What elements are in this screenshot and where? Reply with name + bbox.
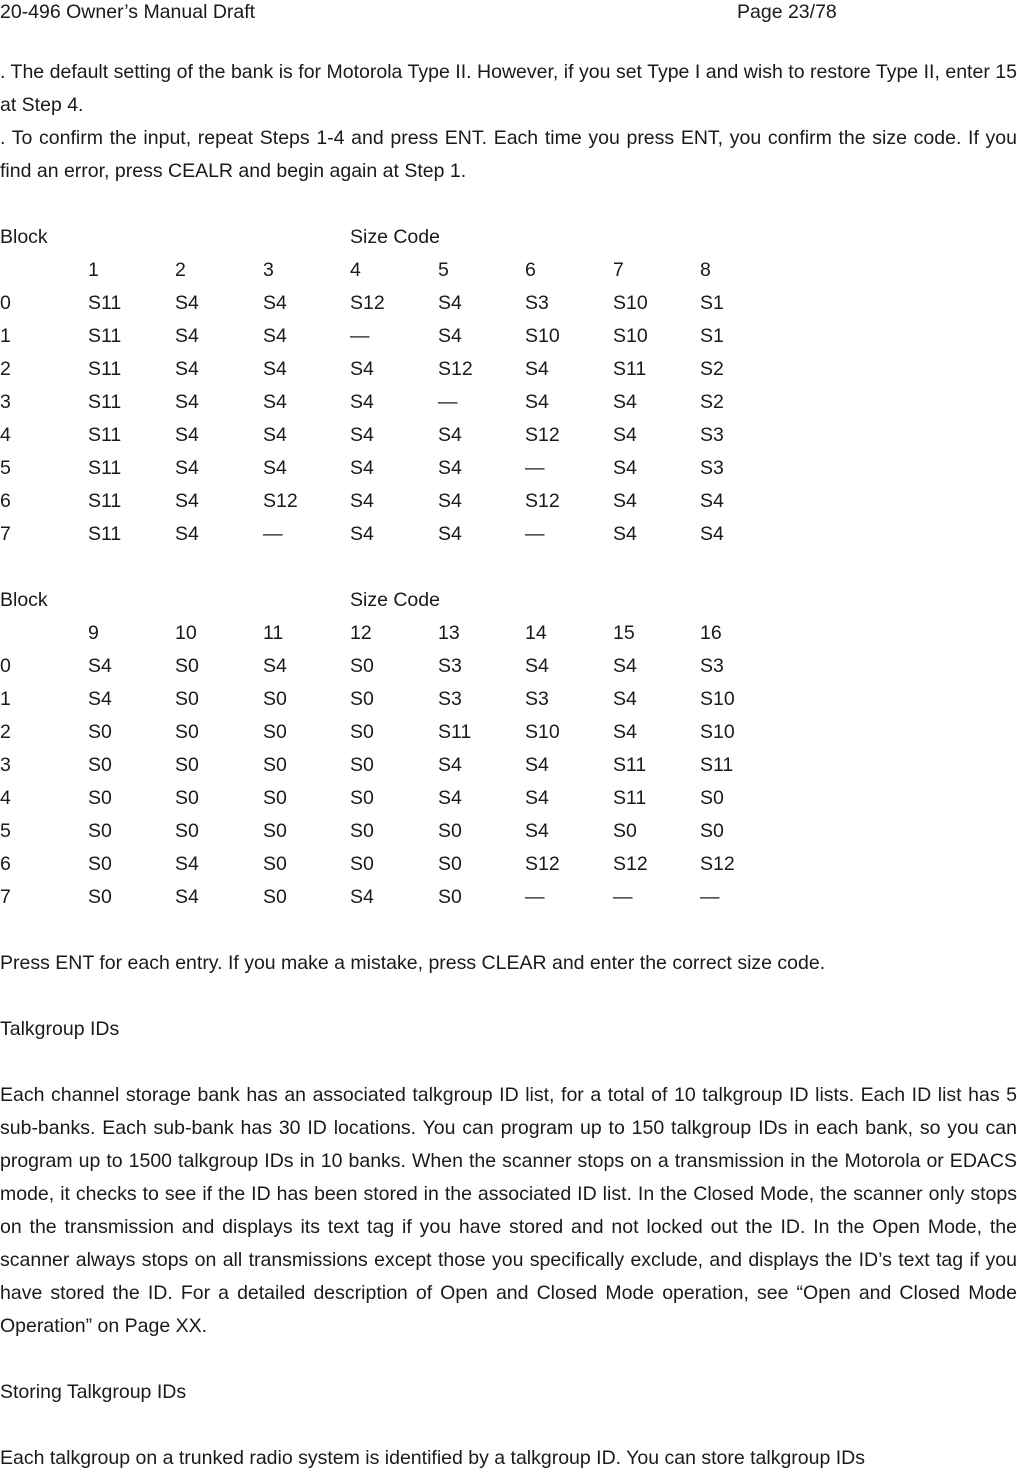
size-code-cell: — [525, 457, 545, 479]
size-code-cell: S4 [350, 424, 374, 446]
size-code-cell: S4 [700, 490, 724, 512]
page-number: Page 23/78 [737, 1, 837, 23]
size-code-cell: S2 [700, 358, 724, 380]
size-code-cell: S4 [175, 292, 199, 314]
size-code-cell: S12 [525, 424, 560, 446]
size-code-cell: S12 [613, 853, 648, 875]
size-code-cell: S4 [613, 490, 637, 512]
size-code-cell: S4 [175, 490, 199, 512]
size-code-cell: S11 [613, 358, 647, 380]
size-code-cell: S10 [700, 721, 735, 743]
size-code-cell: S11 [438, 721, 472, 743]
size-code-cell: S4 [438, 523, 462, 545]
table-row [0, 683, 1017, 716]
size-code-cell: S0 [438, 886, 462, 908]
block-number: 0 [0, 292, 11, 314]
size-code-cell: S4 [350, 358, 374, 380]
size-code-cell: S4 [613, 523, 637, 545]
size-code-cell: S4 [175, 358, 199, 380]
size-code-cell: S4 [175, 886, 199, 908]
block-number: 3 [0, 754, 11, 776]
size-code-cell: S4 [175, 325, 199, 347]
size-code-cell: — [263, 523, 283, 545]
size-code-cell: S4 [175, 457, 199, 479]
table-row [0, 485, 1017, 518]
size-code-cell: S3 [700, 424, 724, 446]
size-code-cell: — [438, 391, 458, 413]
size-code-cell: S0 [88, 721, 112, 743]
size-code-cell: S4 [175, 523, 199, 545]
column-header: 8 [700, 259, 711, 281]
section-heading-storing-talkgroup-ids: Storing Talkgroup IDs [0, 1381, 187, 1403]
size-code-cell: S3 [525, 688, 549, 710]
block-number: 1 [0, 688, 11, 710]
size-code-cell: S10 [613, 292, 648, 314]
size-code-cell: S4 [525, 358, 549, 380]
size-code-cell: S0 [175, 820, 199, 842]
size-code-cell: S4 [438, 754, 462, 776]
size-code-cell: S0 [350, 853, 374, 875]
block-number: 1 [0, 325, 11, 347]
size-code-cell: S0 [350, 754, 374, 776]
size-code-cell: S10 [525, 721, 560, 743]
size-code-cell: S4 [350, 886, 374, 908]
size-code-cell: — [700, 886, 720, 908]
size-code-cell: S4 [88, 688, 112, 710]
column-header: 5 [438, 259, 449, 281]
size-code-cell: S12 [700, 853, 735, 875]
block-number: 7 [0, 523, 11, 545]
column-header: 11 [263, 622, 284, 644]
size-code-cell: S4 [263, 457, 287, 479]
size-code-cell: S12 [263, 490, 298, 512]
size-code-cell: S0 [88, 754, 112, 776]
size-code-cell: S0 [350, 787, 374, 809]
column-header: 3 [263, 259, 274, 281]
size-code-cell: S4 [438, 292, 462, 314]
size-code-cell: S4 [613, 457, 637, 479]
column-header: 13 [438, 622, 460, 644]
size-code-cell: S4 [613, 655, 637, 677]
size-code-cell: S0 [350, 820, 374, 842]
table-column-header-row [0, 617, 1017, 650]
size-code-cell: S1 [700, 292, 724, 314]
block-number: 2 [0, 358, 11, 380]
size-code-cell: S0 [263, 721, 287, 743]
size-code-cell: S0 [350, 721, 374, 743]
size-code-cell: S4 [175, 424, 199, 446]
size-code-cell: S4 [88, 655, 112, 677]
size-code-cell: S4 [438, 490, 462, 512]
size-code-cell: S0 [438, 853, 462, 875]
block-number: 4 [0, 787, 11, 809]
column-header: 4 [350, 259, 361, 281]
size-code-cell: S4 [263, 655, 287, 677]
intro-paragraph-1: . The default setting of the bank is for Motorola Type II. However, if you set Type I and wish to restore Type II, enter 15 at Step 4. [0, 61, 1017, 116]
table-row [0, 881, 1017, 914]
size-code-table [0, 221, 1017, 551]
column-header: 6 [525, 259, 536, 281]
size-code-cell: S4 [525, 754, 549, 776]
size-code-cell: S12 [438, 358, 473, 380]
size-code-cell: S10 [700, 688, 735, 710]
spacer [0, 980, 1017, 1013]
size-code-cell: S4 [350, 391, 374, 413]
table-row [0, 749, 1017, 782]
column-header: 12 [350, 622, 372, 644]
size-code-cell: S4 [525, 820, 549, 842]
column-header: 9 [88, 622, 99, 644]
size-code-cell: S11 [613, 754, 647, 776]
size-code-cell: S3 [438, 688, 462, 710]
table-label-row [0, 221, 1017, 254]
size-code-cell: S11 [88, 523, 122, 545]
size-code-cell: S11 [88, 325, 122, 347]
table-row [0, 452, 1017, 485]
size-code-cell: S0 [88, 787, 112, 809]
column-header: 16 [700, 622, 722, 644]
size-code-cell: S4 [525, 391, 549, 413]
size-code-cell: S10 [613, 325, 648, 347]
size-code-cell: S4 [438, 325, 462, 347]
block-number: 4 [0, 424, 11, 446]
size-code-cell: S12 [525, 853, 560, 875]
size-code-cell: S11 [613, 787, 647, 809]
table-row [0, 815, 1017, 848]
size-code-cell: S0 [263, 787, 287, 809]
size-code-cell: — [613, 886, 633, 908]
table-row [0, 320, 1017, 353]
storing-paragraph: Each talkgroup on a trunked radio system is identified by a talkgroup ID. You can store talkgroup IDs [0, 1447, 865, 1469]
intro-paragraph-2: . To confirm the input, repeat Steps 1-4 and press ENT. Each time you press ENT, you confirm the size code. If you find an error, press CEALR and begin again at Step 1. [0, 127, 1017, 182]
size-code-cell: S3 [700, 457, 724, 479]
spacer [0, 1343, 1017, 1376]
size-code-cell: S0 [438, 820, 462, 842]
size-code-cell: S0 [350, 688, 374, 710]
size-code-cell: S4 [525, 787, 549, 809]
size-code-label: Size Code [350, 589, 440, 611]
size-code-cell: S11 [700, 754, 734, 776]
size-code-cell: S0 [88, 886, 112, 908]
table-row [0, 518, 1017, 551]
block-number: 5 [0, 820, 11, 842]
spacer [0, 914, 1017, 947]
size-code-cell: S4 [350, 457, 374, 479]
table-row [0, 287, 1017, 320]
block-number: 6 [0, 490, 11, 512]
size-code-cell: S4 [350, 490, 374, 512]
table-row [0, 782, 1017, 815]
size-code-cell: — [525, 886, 545, 908]
spacer [0, 1409, 1017, 1442]
size-code-cell: — [350, 325, 370, 347]
size-code-cell: S0 [88, 853, 112, 875]
size-code-cell: S11 [88, 391, 122, 413]
table-label-row [0, 584, 1017, 617]
size-code-cell: S1 [700, 325, 724, 347]
block-number: 5 [0, 457, 11, 479]
size-code-cell: S11 [88, 424, 122, 446]
block-label: Block [0, 226, 48, 248]
size-code-cell: S0 [350, 655, 374, 677]
size-code-cell: S4 [613, 424, 637, 446]
size-code-label: Size Code [350, 226, 440, 248]
block-number: 2 [0, 721, 11, 743]
block-number: 7 [0, 886, 11, 908]
size-code-cell: S2 [700, 391, 724, 413]
table-column-header-row [0, 254, 1017, 287]
talkgroup-paragraph: Each channel storage bank has an associated talkgroup ID list, for a total of 10 talkgroup ID lists. Each ID list has 5 sub-banks. Each sub-bank has 30 ID locations. You can program up to 150 talkgroup IDs in each bank, so you can program up to 1500 talkgroup IDs in 10 banks. When the scanner stops on a transmission in the Motorola or EDACS mode, it checks to see if the ID has been stored in the associated ID list. In the Closed Mode, the scanner only stops on the transmission and displays its text tag if you have stored and not locked out the ID. In the Open Mode, the scanner always stops on all transmissions except those you specifically exclude, and displays the ID’s text tag if you have stored the ID. For a detailed description of Open and Closed Mode operation, see “Open and Closed Mode Operation” on Page XX. [0, 1084, 1017, 1337]
table-row [0, 419, 1017, 452]
size-code-cell: S0 [88, 820, 112, 842]
size-code-cell: S4 [175, 391, 199, 413]
size-code-cell: S4 [263, 424, 287, 446]
column-header: 1 [88, 259, 99, 281]
table-row [0, 848, 1017, 881]
size-code-cell: S3 [525, 292, 549, 314]
size-code-cell: S0 [263, 820, 287, 842]
column-header: 2 [175, 259, 186, 281]
table-row [0, 650, 1017, 683]
size-code-cell: S10 [525, 325, 560, 347]
size-code-cell: S4 [175, 853, 199, 875]
document-title: 20-496 Owner’s Manual Draft [0, 1, 256, 23]
size-code-table [0, 584, 1017, 914]
size-code-cell: S0 [175, 721, 199, 743]
block-number: 3 [0, 391, 11, 413]
size-code-cell: S0 [263, 754, 287, 776]
block-label: Block [0, 589, 48, 611]
size-code-cell: S0 [263, 886, 287, 908]
size-code-cell: S11 [88, 457, 122, 479]
size-code-cell: S4 [613, 391, 637, 413]
size-code-cell: S4 [613, 688, 637, 710]
size-code-cell: S12 [525, 490, 560, 512]
block-number: 6 [0, 853, 11, 875]
page-body [0, 56, 1017, 1475]
size-code-cell: S0 [700, 787, 724, 809]
size-code-cell: S4 [613, 721, 637, 743]
size-code-cell: S4 [525, 655, 549, 677]
size-code-cell: S4 [263, 292, 287, 314]
size-code-cell: S0 [613, 820, 637, 842]
size-code-cell: S0 [175, 754, 199, 776]
size-code-cell: S4 [438, 787, 462, 809]
size-code-cell: S0 [175, 655, 199, 677]
size-code-cell: S4 [438, 457, 462, 479]
instruction-paragraph: Press ENT for each entry. If you make a mistake, press CLEAR and enter the correct size code. [0, 952, 826, 974]
column-header: 14 [525, 622, 547, 644]
column-header: 10 [175, 622, 197, 644]
size-code-cell: S4 [700, 523, 724, 545]
size-code-cell: S0 [175, 787, 199, 809]
size-code-cell: S3 [438, 655, 462, 677]
column-header: 15 [613, 622, 635, 644]
page-header [0, 0, 1017, 26]
size-code-cell: S4 [263, 325, 287, 347]
size-code-cell: S12 [350, 292, 385, 314]
size-code-cell: S4 [350, 523, 374, 545]
size-code-cell: S0 [175, 688, 199, 710]
table-row [0, 353, 1017, 386]
size-code-cell: S11 [88, 358, 122, 380]
size-code-cell: S4 [263, 391, 287, 413]
size-code-cell: S11 [88, 490, 122, 512]
section-heading-talkgroup-ids: Talkgroup IDs [0, 1018, 120, 1040]
spacer [0, 1046, 1017, 1079]
size-code-cell: S0 [700, 820, 724, 842]
size-code-cell: S4 [438, 424, 462, 446]
spacer [0, 188, 1017, 221]
table-row [0, 386, 1017, 419]
size-code-cell: S0 [263, 688, 287, 710]
column-header: 7 [613, 259, 624, 281]
block-number: 0 [0, 655, 11, 677]
size-code-cell: S3 [700, 655, 724, 677]
size-code-cell: S11 [88, 292, 122, 314]
size-code-cell: S4 [263, 358, 287, 380]
size-code-cell: — [525, 523, 545, 545]
size-code-cell: S0 [263, 853, 287, 875]
table-row [0, 716, 1017, 749]
size-code-tables [0, 221, 1017, 947]
spacer [0, 551, 1017, 584]
